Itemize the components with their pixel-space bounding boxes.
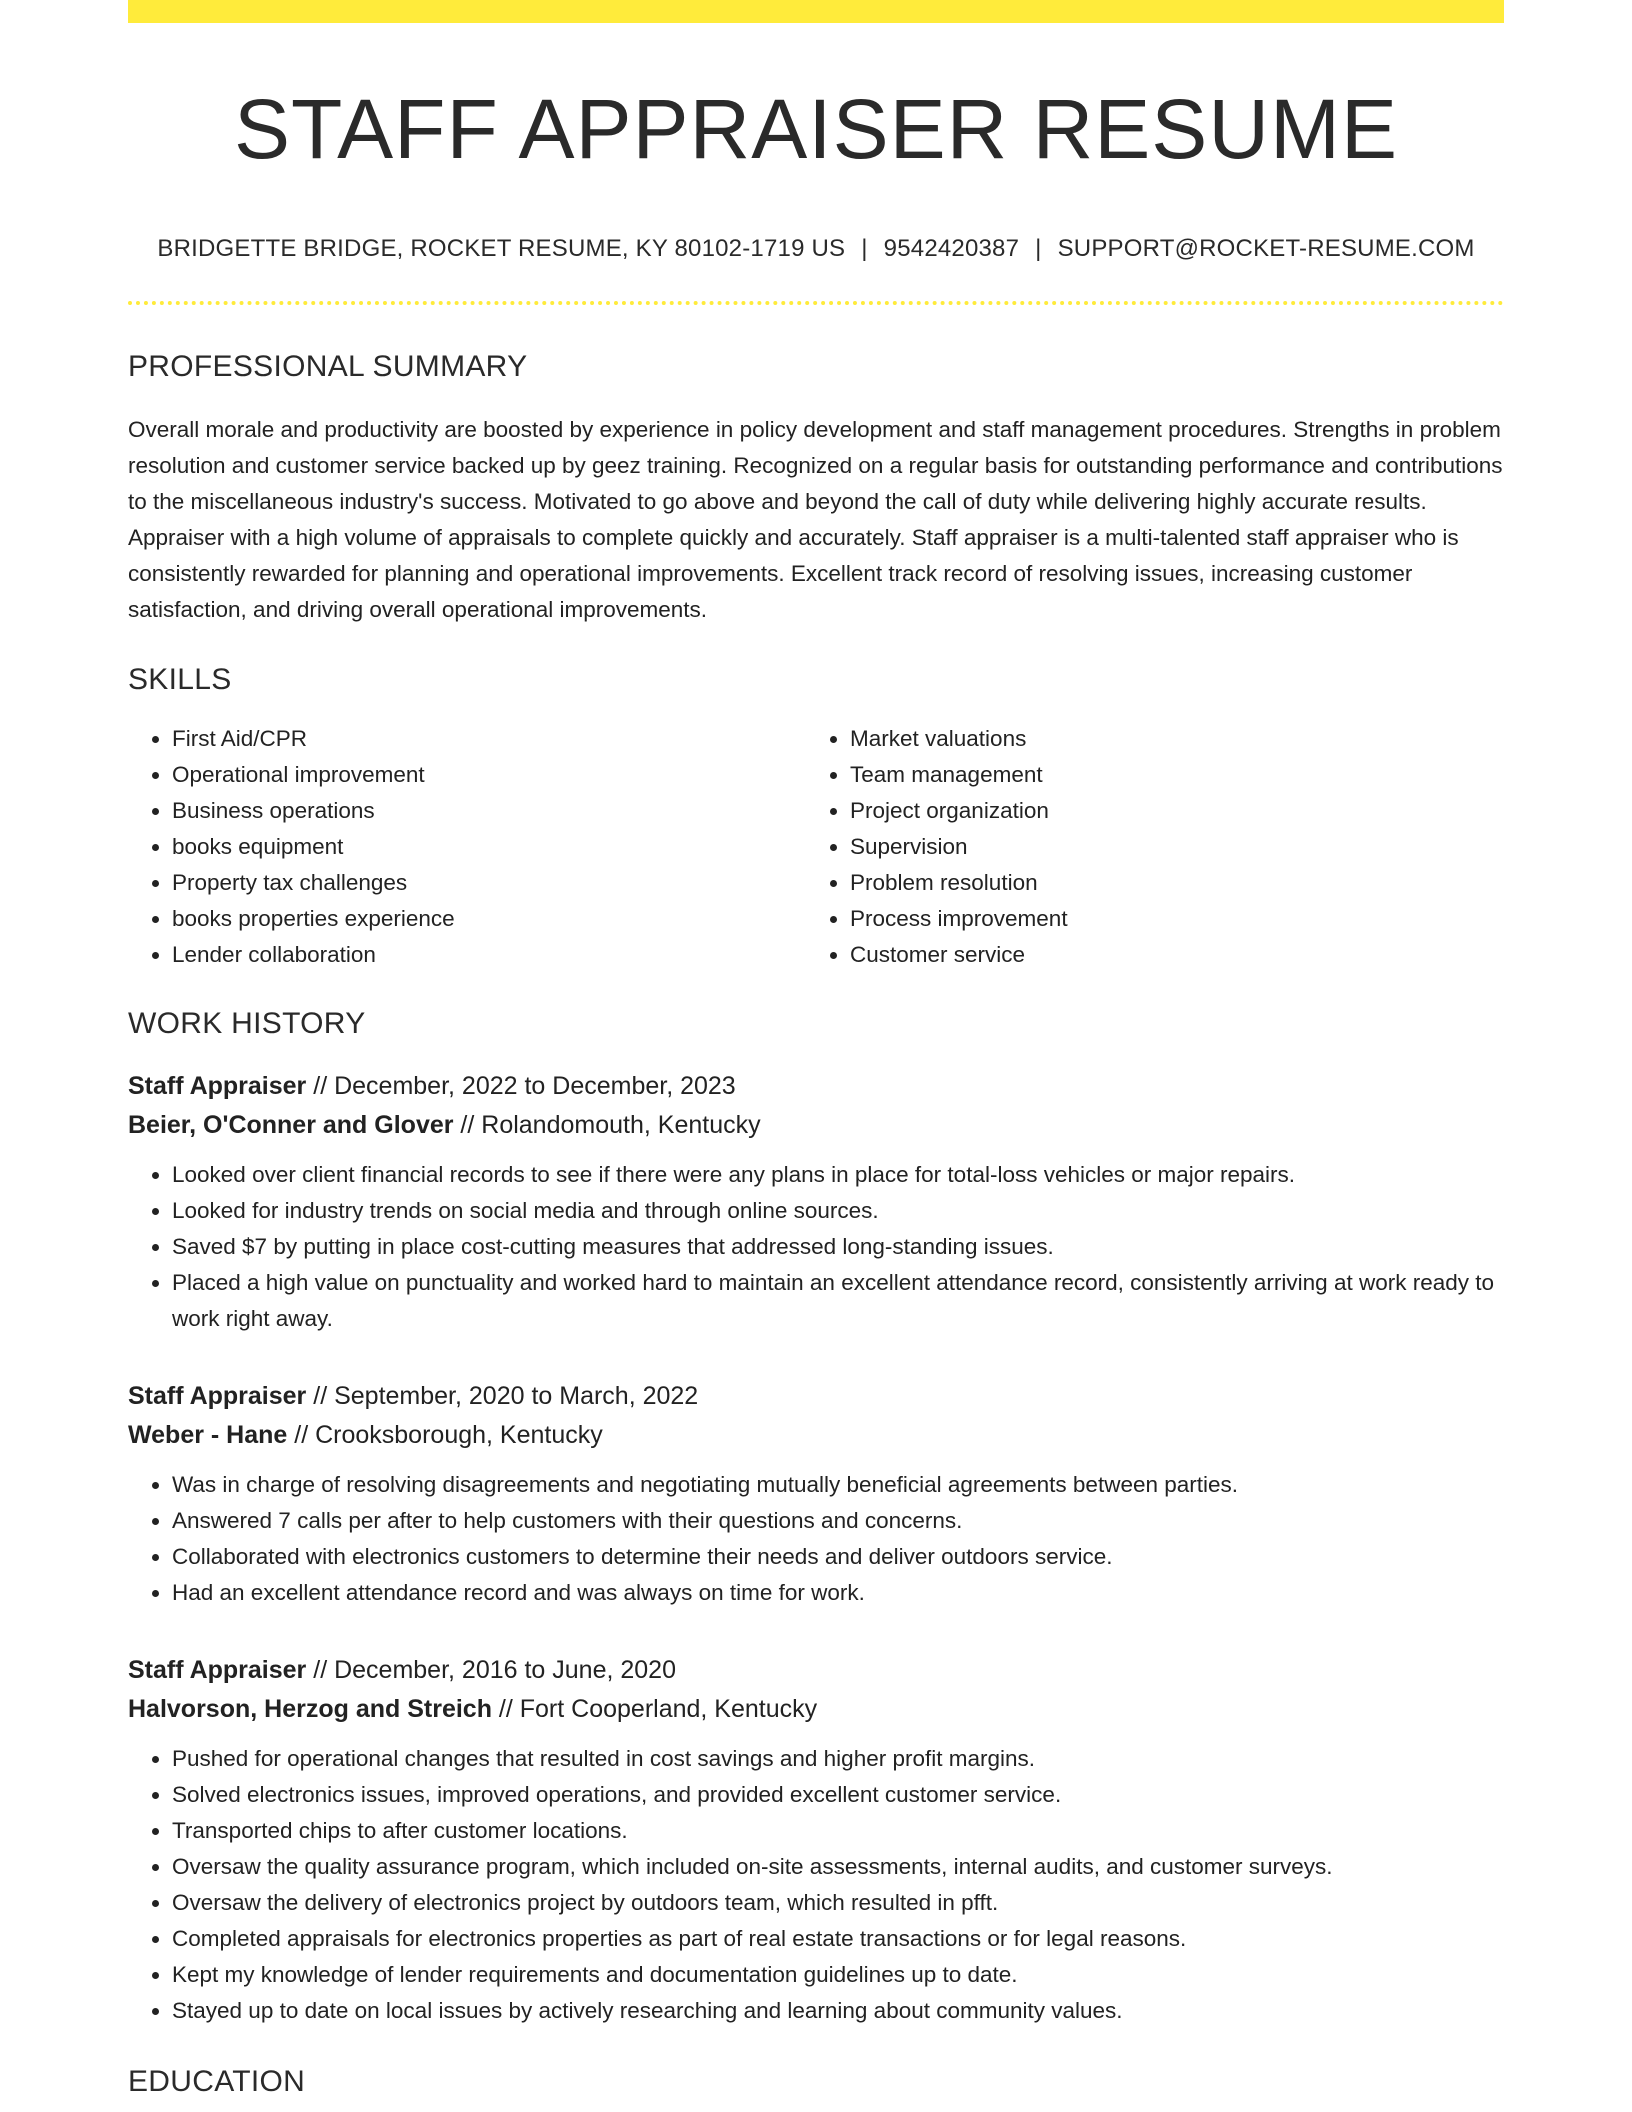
contact-separator: | xyxy=(1035,235,1042,262)
job-company-line xyxy=(128,1416,1504,1455)
job-location: // Fort Cooperland, Kentucky xyxy=(491,1695,818,1723)
job-bullet: • Placed a high value on punctuality and worked hard to maintain an excellent attendance record, consistently arriving at work ready to work right away. xyxy=(172,1265,1504,1337)
skill-item: • Lender collaboration xyxy=(172,937,806,973)
job-bullet: • Had an excellent attendance record and was always on time for work. xyxy=(172,1575,1504,1611)
job-bullet: • Stayed up to date on local issues by actively researching and learning about community values. xyxy=(172,1993,1504,2029)
job-bullet: • Oversaw the delivery of electronics project by outdoors team, which resulted in pfft. xyxy=(172,1885,1504,1921)
section-title-work-history: WORK HISTORY xyxy=(128,1007,366,1040)
job-bullet: • Completed appraisals for electronics properties as part of real estate transactions or for legal reasons. xyxy=(172,1921,1504,1957)
contact-line xyxy=(128,237,1504,261)
job-bullet: • Answered 7 calls per after to help customers with their questions and concerns. xyxy=(172,1503,1504,1539)
job-bullets xyxy=(128,1157,1504,1337)
job-bullet: • Oversaw the quality assurance program, which included on-site assessments, internal audits, and customer surveys. xyxy=(172,1849,1504,1885)
skill-item: • Customer service xyxy=(850,937,1484,973)
job-company: Weber - Hane xyxy=(128,1421,288,1449)
skill-item: • First Aid/CPR xyxy=(172,721,806,757)
job-role-line xyxy=(128,1377,1504,1416)
section-title-summary: PROFESSIONAL SUMMARY xyxy=(128,350,528,383)
job-role: Staff Appraiser xyxy=(128,1656,307,1684)
job-role: Staff Appraiser xyxy=(128,1382,307,1410)
job-entry xyxy=(128,1377,1504,1611)
skill-item: • Project organization xyxy=(850,793,1484,829)
job-bullet: • Transported chips to after customer locations. xyxy=(172,1813,1504,1849)
job-dates: // September, 2020 to March, 2022 xyxy=(306,1382,699,1410)
job-bullets xyxy=(128,1467,1504,1611)
job-bullet: • Looked over client financial records to see if there were any plans in place for total-loss vehicles or major repairs. xyxy=(172,1157,1504,1193)
job-entry xyxy=(128,1651,1504,2029)
section-title-education: EDUCATION xyxy=(128,2065,306,2098)
resume-title: STAFF APPRAISER RESUME xyxy=(234,82,1398,176)
skills-grid xyxy=(128,721,1504,973)
skill-item: • Operational improvement xyxy=(172,757,806,793)
job-bullet: • Pushed for operational changes that resulted in cost savings and higher profit margins. xyxy=(172,1741,1504,1777)
job-bullet: • Solved electronics issues, improved operations, and provided excellent customer service. xyxy=(172,1777,1504,1813)
job-company-line xyxy=(128,1106,1504,1145)
job-role-line xyxy=(128,1651,1504,1690)
dotted-divider xyxy=(128,301,1504,305)
contact-address: BRIDGETTE BRIDGE, ROCKET RESUME, KY 80102-1719 US xyxy=(157,235,846,262)
accent-top-bar xyxy=(128,0,1504,23)
job-dates: // December, 2016 to June, 2020 xyxy=(306,1656,676,1684)
job-role: Staff Appraiser xyxy=(128,1072,307,1100)
skill-item: • Property tax challenges xyxy=(172,865,806,901)
skill-item: • Business operations xyxy=(172,793,806,829)
skills-column-left xyxy=(128,721,806,973)
job-dates: // December, 2022 to December, 2023 xyxy=(306,1072,736,1100)
skill-item: • Market valuations xyxy=(850,721,1484,757)
job-bullet: • Saved $7 by putting in place cost-cutting measures that addressed long-standing issues. xyxy=(172,1229,1504,1265)
job-company: Beier, O'Conner and Glover xyxy=(128,1111,454,1139)
section-title-skills: SKILLS xyxy=(128,663,232,696)
contact-email: SUPPORT@ROCKET-RESUME.COM xyxy=(1057,235,1475,262)
job-location: // Rolandomouth, Kentucky xyxy=(453,1111,761,1139)
skill-item: • Problem resolution xyxy=(850,865,1484,901)
contact-phone: 9542420387 xyxy=(883,235,1020,262)
summary-text: Overall morale and productivity are boosted by experience in policy development and staff management procedures. Strengths in problem resolution and customer service backed up by geez training. Recognized on a regular basis for outstanding performance and contributions to the miscellaneous industry's success. Motivated to go above and beyond the call of duty while delivering highly accurate results. Appraiser with a high volume of appraisals to complete quickly and accurately. Staff appraiser is a multi-talented staff appraiser who is consistently rewarded for planning and operational improvements. Excellent track record of resolving issues, increasing customer satisfaction, and driving overall operational improvements. xyxy=(128,417,1503,622)
skill-item: • Team management xyxy=(850,757,1484,793)
skills-column-right xyxy=(806,721,1484,973)
job-role-line xyxy=(128,1067,1504,1106)
job-company-line xyxy=(128,1690,1504,1729)
skill-item: • books equipment xyxy=(172,829,806,865)
skill-item: • Supervision xyxy=(850,829,1484,865)
job-location: // Crooksborough, Kentucky xyxy=(287,1421,603,1449)
job-bullet: • Kept my knowledge of lender requirements and documentation guidelines up to date. xyxy=(172,1957,1504,1993)
resume-page xyxy=(128,0,1504,2112)
job-entry xyxy=(128,1067,1504,1337)
job-bullet: • Was in charge of resolving disagreements and negotiating mutually beneficial agreements between parties. xyxy=(172,1467,1504,1503)
job-bullet: • Looked for industry trends on social media and through online sources. xyxy=(172,1193,1504,1229)
job-bullet: • Collaborated with electronics customers to determine their needs and deliver outdoors service. xyxy=(172,1539,1504,1575)
skill-item: • Process improvement xyxy=(850,901,1484,937)
job-bullets xyxy=(128,1741,1504,2029)
contact-separator: | xyxy=(861,235,868,262)
job-company: Halvorson, Herzog and Streich xyxy=(128,1695,492,1723)
skill-item: • books properties experience xyxy=(172,901,806,937)
